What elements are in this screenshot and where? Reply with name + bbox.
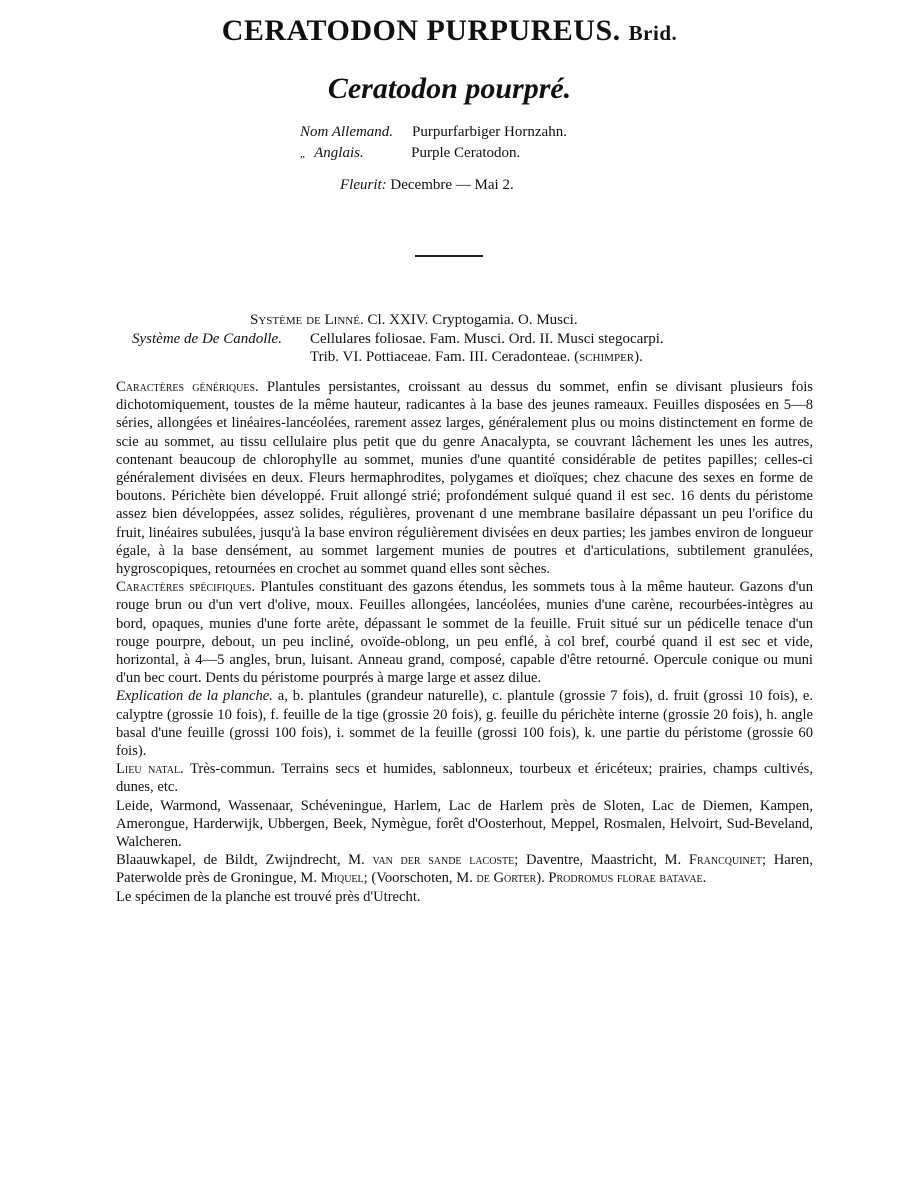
linne-text: Cl. XXIV. Cryptogamia. O. Musci.: [367, 312, 578, 328]
common-name-value: Purple Ceratodon.: [411, 145, 521, 161]
decandolle-system-line2: [310, 348, 643, 367]
section-label: Explication de la planche.: [116, 688, 273, 705]
common-name-german: [300, 122, 567, 143]
flowering-period: [340, 177, 514, 194]
decandolle-system: [132, 330, 664, 349]
locality-text: Blaauwkapel, de Bildt, Zwijndrecht, M.: [116, 852, 365, 869]
linne-system: [250, 311, 578, 330]
decandolle-source: (schimper).: [574, 349, 643, 365]
flowering-label: Fleurit:: [340, 177, 387, 193]
decandolle-line2: Trib. VI. Pottiaceae. Fam. III. Ceradonteae.: [310, 349, 571, 365]
plate-explanation: [116, 687, 813, 760]
reference-title: Prodromus florae batavae.: [548, 870, 707, 887]
locality-text: ; Haren, Paterwolde près de Groningue, M.: [116, 852, 814, 887]
collector-name: Francquinet: [688, 852, 762, 869]
section-text: Très-commun. Terrains secs et humides, sablonneux, tourbeux et éricéteux; prairies, champs cultivés, dunes, etc.: [116, 761, 813, 796]
locality-text: ).: [536, 870, 545, 887]
generic-characters: [116, 378, 813, 578]
localities-list: Leide, Warmond, Wassenaar, Schéveningue, Harlem, Lac de Harlem près de Sloten, Lac de Diemen, Kampen, Amerongue, Harderwijk, Ubbergen, Beek, Nymègue, forêt d'Oosterhout, Meppel, Rosmalen, Helvoirt, Sud-Beveland, Walcheren.: [116, 797, 813, 851]
locality-text: ; Daventre, Maastricht, M.: [514, 852, 682, 869]
common-name-english: [300, 143, 567, 165]
section-label: Caractères génériques.: [116, 379, 259, 395]
habitat: [116, 760, 813, 796]
localities-collectors: [116, 851, 813, 887]
collector-name: de Gorter: [476, 870, 537, 887]
specific-characters: [116, 578, 813, 687]
common-name-label: Anglais.: [314, 145, 364, 161]
description-body: [116, 378, 813, 906]
section-label: Caractères spécifiques.: [116, 579, 256, 596]
species-title: [0, 14, 899, 48]
collector-name: van der sande lacoste: [372, 852, 515, 869]
flowering-value: Decembre — Mai 2.: [390, 177, 514, 193]
section-text: Plantules persistantes, croissant au dessus du sommet, enfin se divisant plusieurs fois dichotomiquement, toustes de la même hauteur, radicantes à la base des jeunes rameaux. Feuilles disposées en 5—8 séries, allongées et linéaires-lancéolées, rarement assez larges, généralement plus ou moins distinctement en forme de scie au sommet, au tissu cellulaire plus petit que du genre Anacalypta, se couvrant lâchement les unes les autres, contenant beaucoup de chlorophylle au sommet, munies d'une quantité considérable de petites papilles; celles-ci généralement divisées en deux. Fleurs hermaphrodites, polygames et dioïques; chez chacune des sexes en forme de boutons. Périchète bien développé. Fruit allongé strié; profondément sulqué quand il est sec. 16 dents du péristome assez bien développées, assez solides, régulières, provenant d une membrane basilaire dépassant un peu l'orifice du fruit, linéaires subulées, jusqu'à la base environ régulièrement divisées en deux parties; les jambes environ de longueur égale, à la base densément, au sommet largement munies de poutres et d'articulations, subtilement granulées, hygroscopiques, retournées en crochet au sommet quand elles sont sèches.: [116, 379, 813, 578]
collector-name: Miquel: [320, 870, 364, 887]
common-name-value: Purpurfarbiger Hornzahn.: [412, 124, 567, 140]
divider-rule: [415, 255, 483, 257]
decandolle-label: Système de De Candolle.: [132, 331, 282, 347]
section-label: Lieu natal.: [116, 761, 184, 778]
specimen-note: Le spécimen de la planche est trouvé près d'Utrecht.: [116, 888, 421, 905]
section-text: Plantules constituant des gazons étendus, les sommets tous à la même hauteur. Gazons d'un rouge brun ou d'un vert d'olive, moux. Feuilles allongées, lancéolées, munies d'une carène, recourbées-intègres au bord, opaques, munies d'une forte arète, dépassant le sommet de la feuille. Fruit situé sur un pédicelle tenace d'un rouge pourpre, debout, un peu incliné, ovoïde-oblong, un peu enflé, à col bref, courbé quand il est sec et vide, horizontal, à 4—5 angles, brun, luisant. Anneau grand, composé, capable d'être retourné. Opercule conique ou muni d'un bec court. Dents du péristome pourprés à marge large et assez dilue.: [116, 579, 814, 687]
section-text: a, b. plantules (grandeur naturelle), c. plantule (grossie 7 fois), d. fruit (grossi 10 fois), e. calyptre (grossie 10 fois), f. feuille de la tige (grossie 20 fois), g. feuille du périchète interne (grossie 20 fois), h. angle basal d'une feuille (grossi 100 fois), i. sommet de la feuille (grossi 100 fois), k. une partie du péristome (grossie 60 fois).: [116, 688, 813, 760]
locality-text: ; (Voorschoten, M.: [363, 870, 473, 887]
common-name-label: Nom Allemand.: [300, 124, 394, 140]
french-name: Ceratodon pourpré.: [327, 72, 572, 105]
common-names: [300, 122, 567, 165]
linne-label: Système de Linné.: [250, 312, 364, 328]
decandolle-line1: Cellulares foliosae. Fam. Musci. Ord. II. Musci stegocarpi.: [310, 331, 664, 347]
ditto-mark: „: [300, 148, 307, 160]
species-name: CERATODON PURPUREUS.: [221, 14, 621, 47]
species-author: Brid.: [628, 21, 678, 45]
